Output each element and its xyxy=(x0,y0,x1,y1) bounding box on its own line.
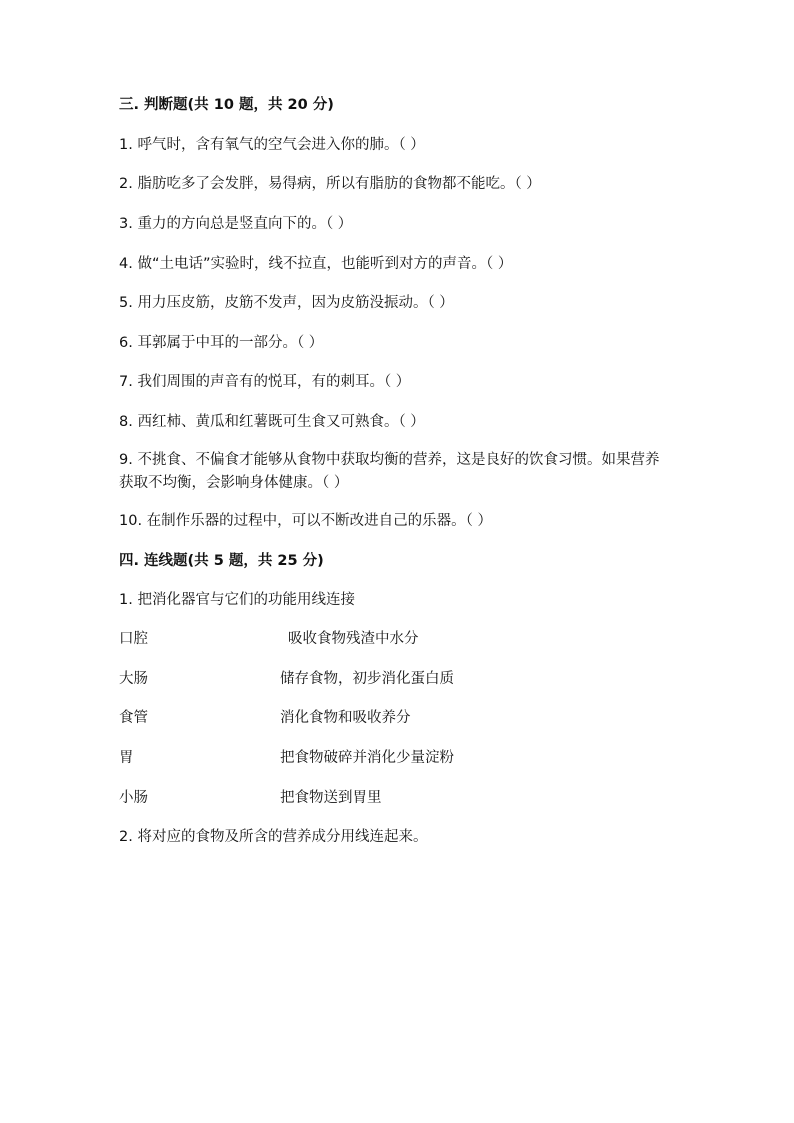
judgment-item-1: 1. 呼气时，含有氧气的空气会进入你的肺。（ ） xyxy=(119,137,425,153)
function-label: 吸收食物残渣中水分 xyxy=(288,631,419,647)
judgment-item-7: 7. 我们周围的声音有的悦耳，有的刺耳。（ ） xyxy=(119,374,411,390)
section-3-heading: 三. 判断题(共 10 题，共 20 分) xyxy=(119,97,334,113)
judgment-item-5: 5. 用力压皮筋，皮筋不发声，因为皮筋没振动。（ ） xyxy=(119,295,454,311)
organ-label: 大肠 xyxy=(119,671,148,687)
function-label: 把食物送到胃里 xyxy=(280,790,382,806)
organ-label: 食管 xyxy=(119,710,148,726)
function-label: 消化食物和吸收养分 xyxy=(280,710,411,726)
judgment-item-3: 3. 重力的方向总是竖直向下的。（ ） xyxy=(119,216,353,232)
organ-label: 口腔 xyxy=(119,631,148,647)
organ-label: 小肠 xyxy=(119,790,148,806)
function-label: 把食物破碎并消化少量淀粉 xyxy=(280,750,454,766)
matching-question-1-prompt: 1. 把消化器官与它们的功能用线连接 xyxy=(119,592,355,608)
judgment-item-2: 2. 脂肪吃多了会发胖，易得病，所以有脂肪的食物都不能吃。（ ） xyxy=(119,176,541,192)
organ-label: 胃 xyxy=(119,750,134,766)
judgment-item-9: 9. 不挑食、不偏食才能够从食物中获取均衡的营养，这是良好的饮食习惯。如果营养获取不均衡，会影响身体健康。（ ） xyxy=(119,452,660,491)
judgment-item-6: 6. 耳郭属于中耳的一部分。（ ） xyxy=(119,335,324,351)
judgment-item-8: 8. 西红柿、黄瓜和红薯既可生食又可熟食。（ ） xyxy=(119,414,425,430)
matching-question-2-prompt: 2. 将对应的食物及所含的营养成分用线连起来。 xyxy=(119,829,428,845)
function-label: 储存食物，初步消化蛋白质 xyxy=(280,671,454,687)
judgment-item-4: 4. 做“土电话”实验时，线不拉直，也能听到对方的声音。（ ） xyxy=(119,256,513,272)
section-4-heading: 四. 连线题(共 5 题，共 25 分) xyxy=(119,553,324,569)
judgment-item-10: 10. 在制作乐器的过程中，可以不断改进自己的乐器。（ ） xyxy=(119,513,493,529)
